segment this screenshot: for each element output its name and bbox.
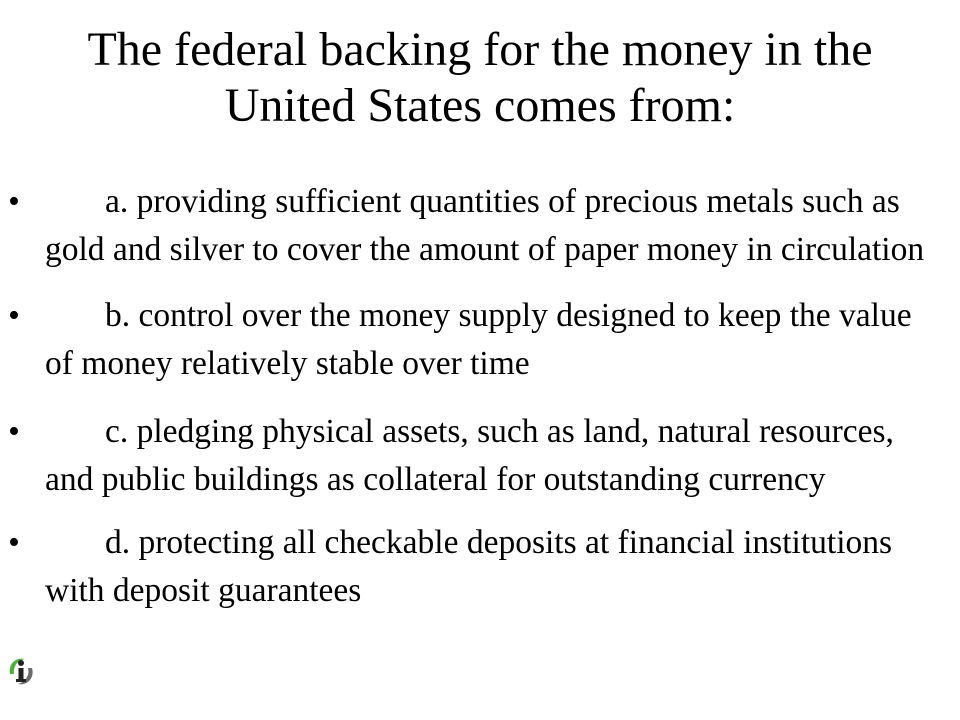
slide-title: The federal backing for the money in the United States comes from: — [87, 23, 873, 132]
logo-dot — [18, 660, 24, 666]
list-item — [0, 519, 960, 615]
bullet-icon: • — [8, 183, 20, 220]
list-item — [0, 408, 960, 504]
bullet-icon: • — [8, 297, 20, 334]
answer-options-list — [0, 178, 960, 633]
logo-base — [16, 679, 26, 682]
bullet-icon: • — [8, 524, 20, 561]
list-item — [0, 178, 960, 274]
list-item — [0, 292, 960, 388]
option-b-text: b. control over the money supply designed to keep the value of money relatively stable over time — [45, 297, 912, 382]
option-d-text: d. protecting all checkable deposits at financial institutions with deposit guarantees — [45, 524, 893, 609]
bullet-icon: • — [8, 413, 20, 450]
option-c-text: c. pledging physical assets, such as land, natural resources, and public buildings as collateral for outstanding currency — [45, 413, 894, 498]
info-logo-icon — [6, 654, 36, 688]
option-a-text: a. providing sufficient quantities of precious metals such as gold and silver to cover the amount of paper money in circulation — [45, 183, 925, 268]
